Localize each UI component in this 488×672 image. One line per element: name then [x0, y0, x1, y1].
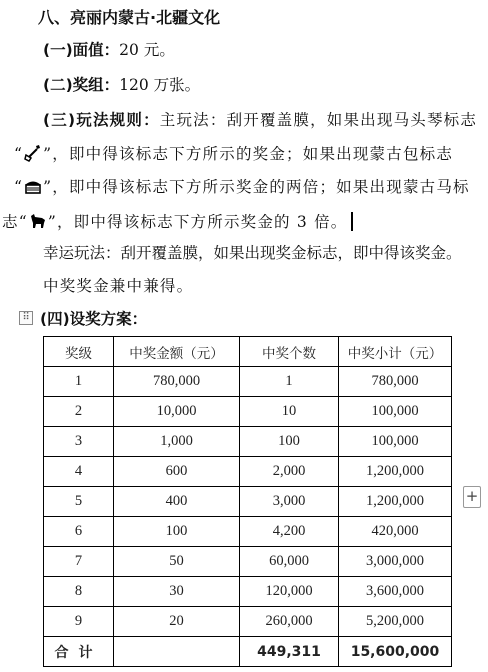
total-amount [114, 637, 240, 667]
table-row [44, 487, 452, 517]
cell-level: 5 [44, 487, 114, 517]
total-label: 合计 [44, 637, 114, 667]
cell-subtotal: 100,000 [339, 427, 452, 457]
table-move-handle[interactable]: ⠿ [19, 311, 33, 325]
scheme-label: (四)设奖方案： [40, 310, 148, 328]
cell-level: 8 [44, 577, 114, 607]
cell-amount: 10,000 [114, 397, 240, 427]
cell-subtotal: 780,000 [339, 367, 452, 397]
cell-subtotal: 5,200,000 [339, 607, 452, 637]
add-column-button[interactable]: + [463, 486, 481, 508]
cell-amount: 1,000 [114, 427, 240, 457]
cell-amount: 50 [114, 547, 240, 577]
rules-text-1: 主玩法：刮开覆盖膜，如果出现马头琴标志 [159, 111, 478, 129]
cell-subtotal: 3,000,000 [339, 547, 452, 577]
cell-level: 7 [44, 547, 114, 577]
header-amount: 中奖金额（元） [114, 337, 240, 367]
cell-level: 1 [44, 367, 114, 397]
groups-line [43, 75, 200, 95]
cell-subtotal: 420,000 [339, 517, 452, 547]
header-subtotal: 中奖小计（元） [339, 337, 452, 367]
table-row [44, 517, 452, 547]
rules-line-3 [14, 177, 470, 197]
rules-text-4: ”，即中得该标志下方所示奖金的 3 倍。 [47, 213, 348, 231]
cell-count: 2,000 [240, 457, 339, 487]
table-row [44, 457, 452, 487]
header-count: 中奖个数 [240, 337, 339, 367]
total-subtotal: 15,600,000 [339, 637, 452, 667]
rules-line-4 [2, 212, 353, 232]
lucky-play-line: 幸运玩法：刮开覆盖膜，如果出现奖金标志，即中得该奖金。 [43, 244, 462, 262]
cell-count: 100 [240, 427, 339, 457]
cell-amount: 600 [114, 457, 240, 487]
text-cursor [351, 212, 353, 231]
groups-text: 120 万张。 [119, 76, 201, 94]
face-value-text: 20 元。 [119, 41, 175, 59]
mongolian-horse-icon [28, 212, 48, 230]
cell-level: 4 [44, 457, 114, 487]
table-header-row [44, 337, 452, 367]
cell-level: 6 [44, 517, 114, 547]
prize-table [43, 336, 452, 667]
table-row [44, 547, 452, 577]
table-row [44, 427, 452, 457]
groups-label: (二)奖组： [43, 76, 120, 94]
header-level: 奖级 [44, 337, 114, 367]
prize-combined-line: 中奖奖金兼中兼得。 [43, 277, 194, 295]
open-quote: “ [14, 178, 24, 196]
cell-count: 1 [240, 367, 339, 397]
rules-line-2 [14, 144, 453, 164]
morin-khuur-icon [23, 144, 43, 162]
rules-line-1 [43, 110, 477, 130]
face-value-line [43, 40, 175, 60]
rules-label: (三)玩法规则： [43, 111, 160, 129]
cell-count: 3,000 [240, 487, 339, 517]
cell-level: 9 [44, 607, 114, 637]
cell-count: 260,000 [240, 607, 339, 637]
cell-amount: 400 [114, 487, 240, 517]
table-row [44, 397, 452, 427]
yurt-icon [23, 177, 43, 195]
open-quote: 志“ [2, 213, 28, 231]
cell-count: 60,000 [240, 547, 339, 577]
table-total-row [44, 637, 452, 667]
cell-count: 10 [240, 397, 339, 427]
cell-level: 2 [44, 397, 114, 427]
cell-level: 3 [44, 427, 114, 457]
open-quote: “ [14, 145, 24, 163]
cell-count: 4,200 [240, 517, 339, 547]
cell-amount: 100 [114, 517, 240, 547]
cell-subtotal: 1,200,000 [339, 457, 452, 487]
cell-subtotal: 3,600,000 [339, 577, 452, 607]
table-row [44, 607, 452, 637]
table-row [44, 577, 452, 607]
cell-subtotal: 1,200,000 [339, 487, 452, 517]
rules-text-2: ”，即中得该标志下方所示的奖金；如果出现蒙古包标志 [43, 145, 454, 163]
cell-amount: 20 [114, 607, 240, 637]
cell-amount: 780,000 [114, 367, 240, 397]
cell-amount: 30 [114, 577, 240, 607]
section-title: 八、亮丽内蒙古·北疆文化 [38, 8, 221, 27]
cell-subtotal: 100,000 [339, 397, 452, 427]
table-row [44, 367, 452, 397]
cell-count: 120,000 [240, 577, 339, 607]
face-value-label: (一)面值： [43, 41, 120, 59]
rules-text-3: ”，即中得该标志下方所示奖金的两倍；如果出现蒙古马标 [43, 178, 470, 196]
total-count: 449,311 [240, 637, 339, 667]
